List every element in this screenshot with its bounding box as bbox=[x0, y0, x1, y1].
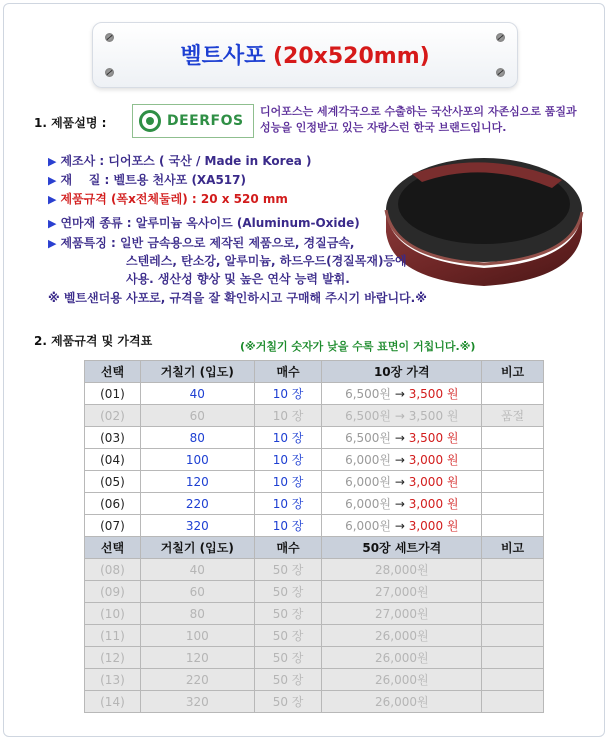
set-price: 27,000원 bbox=[322, 603, 482, 625]
title-size: (20x520mm) bbox=[273, 44, 430, 69]
triangle-bullet-icon: ▶ bbox=[48, 217, 57, 230]
original-price: 6,500원 bbox=[345, 431, 392, 445]
section1-heading: 1. 제품설명 : bbox=[34, 116, 107, 130]
arrow-icon: → bbox=[391, 387, 409, 401]
feature-line-2: 스텐레스, 탄소강, 알루미늄, 하드우드(경질목재)등에 bbox=[126, 254, 407, 268]
quantity: 10 장 bbox=[254, 449, 322, 471]
set-price: 26,000원 bbox=[322, 669, 482, 691]
triangle-bullet-icon: ▶ bbox=[48, 237, 57, 250]
note-cell bbox=[482, 449, 544, 471]
header-select: 선택 bbox=[85, 361, 141, 383]
triangle-bullet-icon: ▶ bbox=[48, 155, 57, 168]
original-price: 6,000원 bbox=[345, 453, 392, 467]
brand-description: 디어포스는 세계각국으로 수출하는 국산사포의 자존심으로 품질과 성능을 인정받고 있는 자랑스런 한국 브랜드입니다. bbox=[260, 105, 577, 134]
arrow-icon: → bbox=[391, 431, 409, 445]
grit-value: 40 bbox=[140, 559, 254, 581]
original-price: 6,500원 bbox=[345, 409, 392, 423]
grit-value: 220 bbox=[140, 669, 254, 691]
price-cell bbox=[322, 427, 482, 449]
arrow-icon: → bbox=[391, 497, 409, 511]
table-header-row bbox=[85, 361, 544, 383]
table-row bbox=[85, 691, 544, 713]
option-number[interactable]: (03) bbox=[85, 427, 141, 449]
option-number: (14) bbox=[85, 691, 141, 713]
set-price: 26,000원 bbox=[322, 691, 482, 713]
option-number: (10) bbox=[85, 603, 141, 625]
deerfos-logo bbox=[132, 104, 254, 138]
option-number: (11) bbox=[85, 625, 141, 647]
price-cell bbox=[322, 383, 482, 405]
triangle-bullet-icon: ▶ bbox=[48, 193, 57, 206]
grit-value: 60 bbox=[140, 405, 254, 427]
table-row bbox=[85, 405, 544, 427]
logo-text: DEERFOS bbox=[167, 113, 244, 129]
header-note: 비고 bbox=[482, 537, 544, 559]
original-price: 6,000원 bbox=[345, 475, 392, 489]
table-row bbox=[85, 625, 544, 647]
price-table bbox=[84, 360, 544, 713]
quantity: 50 장 bbox=[254, 647, 322, 669]
title-main: 벨트사포 bbox=[180, 44, 266, 69]
header-price: 10장 가격 bbox=[322, 361, 482, 383]
option-number[interactable]: (06) bbox=[85, 493, 141, 515]
option-number: (12) bbox=[85, 647, 141, 669]
table-row[interactable] bbox=[85, 427, 544, 449]
table-row[interactable] bbox=[85, 471, 544, 493]
spec-material: ▶ 재 질 : 벨트용 천사포 (XA517) bbox=[48, 173, 246, 187]
table-row[interactable] bbox=[85, 515, 544, 537]
set-price: 27,000원 bbox=[322, 581, 482, 603]
triangle-bullet-icon: ▶ bbox=[48, 174, 57, 187]
quantity: 50 장 bbox=[254, 581, 322, 603]
original-price: 6,500원 bbox=[345, 387, 392, 401]
note-cell bbox=[482, 691, 544, 713]
table-row[interactable] bbox=[85, 383, 544, 405]
header-grit: 거칠기 (입도) bbox=[140, 537, 254, 559]
note-cell bbox=[482, 581, 544, 603]
table-row[interactable] bbox=[85, 493, 544, 515]
price-cell bbox=[322, 471, 482, 493]
quantity: 10 장 bbox=[254, 405, 322, 427]
grit-value: 120 bbox=[140, 471, 254, 493]
note-cell: 품절 bbox=[482, 405, 544, 427]
price-cell bbox=[322, 405, 482, 427]
quantity: 10 장 bbox=[254, 493, 322, 515]
grit-value: 120 bbox=[140, 647, 254, 669]
title-plate bbox=[92, 22, 518, 88]
grit-value: 320 bbox=[140, 515, 254, 537]
table-row bbox=[85, 647, 544, 669]
quantity: 50 장 bbox=[254, 669, 322, 691]
note-cell bbox=[482, 383, 544, 405]
grit-value: 220 bbox=[140, 493, 254, 515]
spec-manufacturer: ▶ 제조사 : 디어포스 ( 국산 / Made in Korea ) bbox=[48, 154, 312, 168]
sale-price: 3,500 원 bbox=[408, 431, 459, 445]
table-row[interactable] bbox=[85, 449, 544, 471]
note-cell bbox=[482, 493, 544, 515]
header-note: 비고 bbox=[482, 361, 544, 383]
sale-price: 3,500 원 bbox=[408, 409, 459, 423]
grit-value: 80 bbox=[140, 427, 254, 449]
quantity: 50 장 bbox=[254, 691, 322, 713]
deerfos-logo-icon bbox=[139, 110, 161, 132]
sale-price: 3,500 원 bbox=[408, 387, 459, 401]
option-number[interactable]: (04) bbox=[85, 449, 141, 471]
header-qty: 매수 bbox=[254, 537, 322, 559]
spec-size: ▶ 제품규격 (폭x전체둘레) : 20 x 520 mm bbox=[48, 192, 288, 206]
arrow-icon: → bbox=[391, 453, 409, 467]
sale-price: 3,000 원 bbox=[408, 519, 459, 533]
grit-value: 40 bbox=[140, 383, 254, 405]
note-cell bbox=[482, 669, 544, 691]
option-number[interactable]: (07) bbox=[85, 515, 141, 537]
quantity: 50 장 bbox=[254, 625, 322, 647]
sale-price: 3,000 원 bbox=[408, 497, 459, 511]
price-cell bbox=[322, 493, 482, 515]
grit-value: 100 bbox=[140, 625, 254, 647]
table-row bbox=[85, 669, 544, 691]
quantity: 10 장 bbox=[254, 427, 322, 449]
set-price: 28,000원 bbox=[322, 559, 482, 581]
option-number: (02) bbox=[85, 405, 141, 427]
option-number[interactable]: (05) bbox=[85, 471, 141, 493]
option-number: (13) bbox=[85, 669, 141, 691]
quantity: 50 장 bbox=[254, 559, 322, 581]
spec-abrasive: ▶ 연마재 종류 : 알루미늄 옥사이드 (Aluminum-Oxide) bbox=[48, 216, 360, 230]
table-row bbox=[85, 603, 544, 625]
note-cell bbox=[482, 647, 544, 669]
arrow-icon: → bbox=[391, 519, 409, 533]
feature-line-3: 사용. 생산성 향상 및 높은 연삭 능력 발휘. bbox=[126, 272, 350, 286]
spec-features: ▶ 제품특징 : 일반 금속용으로 제작된 제품으로, 경질금속, bbox=[48, 236, 355, 250]
table-row bbox=[85, 559, 544, 581]
option-number[interactable]: (01) bbox=[85, 383, 141, 405]
quantity: 50 장 bbox=[254, 603, 322, 625]
set-price: 26,000원 bbox=[322, 625, 482, 647]
arrow-icon: → bbox=[391, 409, 409, 423]
sale-price: 3,000 원 bbox=[408, 453, 459, 467]
quantity: 10 장 bbox=[254, 383, 322, 405]
grit-value: 60 bbox=[140, 581, 254, 603]
quantity: 10 장 bbox=[254, 471, 322, 493]
set-price: 26,000원 bbox=[322, 647, 482, 669]
note-cell bbox=[482, 625, 544, 647]
grit-value: 320 bbox=[140, 691, 254, 713]
header-qty: 매수 bbox=[254, 361, 322, 383]
sale-price: 3,000 원 bbox=[408, 475, 459, 489]
header-price: 50장 세트가격 bbox=[322, 537, 482, 559]
option-number: (08) bbox=[85, 559, 141, 581]
price-table-body bbox=[85, 361, 544, 713]
note-cell bbox=[482, 471, 544, 493]
table-row bbox=[85, 581, 544, 603]
price-cell bbox=[322, 515, 482, 537]
table-header-row bbox=[85, 537, 544, 559]
header-grit: 거칠기 (입도) bbox=[140, 361, 254, 383]
page-title bbox=[93, 39, 517, 70]
grit-value: 100 bbox=[140, 449, 254, 471]
original-price: 6,000원 bbox=[345, 519, 392, 533]
grit-value: 80 bbox=[140, 603, 254, 625]
arrow-icon: → bbox=[391, 475, 409, 489]
price-cell bbox=[322, 449, 482, 471]
header-select: 선택 bbox=[85, 537, 141, 559]
note-cell bbox=[482, 427, 544, 449]
note-cell bbox=[482, 515, 544, 537]
option-number: (09) bbox=[85, 581, 141, 603]
section2-heading: 2. 제품규격 및 가격표 bbox=[34, 334, 153, 348]
purchase-note: ※ 벨트샌더용 사포로, 규격을 잘 확인하시고 구매해 주시기 바랍니다.※ bbox=[48, 291, 427, 305]
grit-note: (※거칠기 숫자가 낮을 수록 표면이 거칩니다.※) bbox=[240, 340, 476, 353]
note-cell bbox=[482, 559, 544, 581]
original-price: 6,000원 bbox=[345, 497, 392, 511]
quantity: 10 장 bbox=[254, 515, 322, 537]
note-cell bbox=[482, 603, 544, 625]
